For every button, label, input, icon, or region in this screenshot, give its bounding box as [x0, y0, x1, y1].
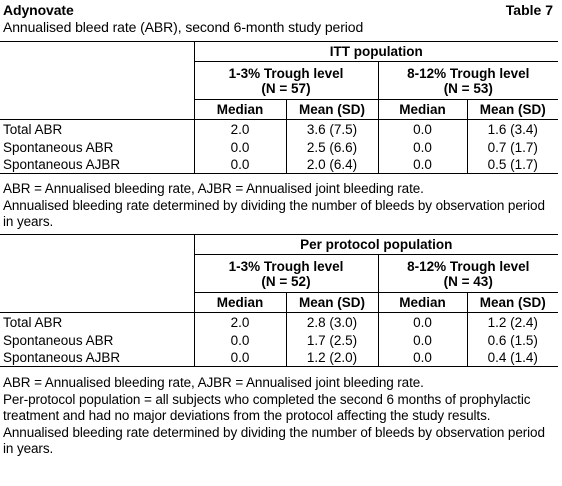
cell: 0.0 — [378, 349, 467, 367]
group-header — [378, 62, 558, 100]
group-n: (N = 57) — [261, 80, 311, 96]
empty-corner-cell — [0, 235, 194, 255]
cell: 1.2 (2.4) — [467, 313, 558, 332]
group-header-row — [0, 255, 558, 293]
document-subtitle: Annualised bleed rate (ABR), second 6-month study period — [3, 19, 364, 35]
itt-table — [0, 41, 558, 174]
footnote: Annualised bleeding rate determined by dividing the number of bleeds by observation period in years. — [3, 424, 545, 456]
footnote: ABR = Annualised bleeding rate, AJBR = Annualised joint bleeding rate. — [3, 375, 424, 390]
population-header: ITT population — [194, 42, 558, 62]
cell: 0.0 — [378, 156, 467, 174]
group-n: (N = 52) — [261, 273, 311, 289]
column-header-row — [0, 293, 558, 313]
row-label: Spontaneous AJBR — [0, 156, 194, 174]
row-label: Spontaneous ABR — [3, 332, 114, 348]
group-name: 8-12% Trough level — [407, 258, 530, 274]
cell: 1.6 (3.4) — [467, 120, 558, 139]
cell: 2.5 (6.6) — [286, 139, 378, 156]
cell: 0.0 — [378, 332, 467, 349]
table-row — [0, 156, 558, 174]
group-header — [194, 255, 378, 293]
empty-cell — [0, 100, 194, 120]
population-header-row — [0, 235, 558, 255]
cell: 0.5 (1.7) — [467, 156, 558, 174]
empty-cell — [0, 293, 194, 313]
group-name: 1-3% Trough level — [228, 258, 344, 274]
cell: 2.0 — [194, 120, 286, 139]
row-label: Spontaneous ABR — [3, 139, 114, 155]
empty-cell — [0, 62, 194, 100]
cell: 0.7 (1.7) — [467, 139, 558, 156]
cell: 0.0 — [194, 332, 286, 349]
col-header-mean: Mean (SD) — [286, 100, 378, 120]
row-label: Total ABR — [3, 314, 63, 330]
table-number: Table 7 — [505, 2, 553, 18]
cell: 0.0 — [194, 349, 286, 367]
column-header-row — [0, 100, 558, 120]
footnote: Per-protocol population = all subjects who completed the second 6 months of prophylactic treatment and had no major deviations from the protocol affecting the study results. — [3, 391, 531, 423]
footnote: Annualised bleeding rate determined by dividing the number of bleeds by observation period in years. — [3, 197, 545, 229]
col-header-median: Median — [194, 100, 286, 120]
col-header-mean: Mean (SD) — [467, 100, 558, 120]
row-label: Spontaneous AJBR — [0, 349, 194, 367]
footnote: ABR = Annualised bleeding rate, AJBR = Annualised joint bleeding rate. — [3, 181, 424, 196]
table-row — [0, 349, 558, 367]
table-row — [0, 313, 558, 332]
group-n: (N = 53) — [443, 80, 493, 96]
col-header-mean: Mean (SD) — [467, 293, 558, 313]
cell: 0.6 (1.5) — [467, 332, 558, 349]
empty-cell — [0, 255, 194, 293]
col-header-median: Median — [194, 293, 286, 313]
cell: 1.2 (2.0) — [286, 349, 378, 367]
col-header-median: Median — [378, 100, 467, 120]
table-row — [0, 120, 558, 139]
cell: 2.8 (3.0) — [286, 313, 378, 332]
cell: 0.4 (1.4) — [467, 349, 558, 367]
table-row — [0, 139, 558, 156]
document-title: Adynovate — [3, 2, 74, 18]
cell: 2.0 — [194, 313, 286, 332]
cell: 3.6 (7.5) — [286, 120, 378, 139]
per-protocol-table — [0, 234, 558, 367]
document-header — [3, 2, 559, 18]
cell: 0.0 — [194, 156, 286, 174]
cell: 0.0 — [194, 139, 286, 156]
itt-notes — [3, 181, 555, 231]
group-header — [378, 255, 558, 293]
group-header-row — [0, 62, 558, 100]
group-name: 1-3% Trough level — [228, 65, 344, 81]
cell: 0.0 — [378, 120, 467, 139]
cell: 0.0 — [378, 139, 467, 156]
cell: 1.7 (2.5) — [286, 332, 378, 349]
group-header — [194, 62, 378, 100]
empty-corner-cell — [0, 42, 194, 62]
population-header-row — [0, 42, 558, 62]
row-label: Total ABR — [3, 121, 63, 137]
col-header-median: Median — [378, 293, 467, 313]
col-header-mean: Mean (SD) — [286, 293, 378, 313]
cell: 2.0 (6.4) — [286, 156, 378, 174]
group-n: (N = 43) — [443, 273, 493, 289]
population-header: Per protocol population — [194, 235, 558, 255]
cell: 0.0 — [378, 313, 467, 332]
per-protocol-notes — [3, 375, 555, 458]
table-row — [0, 332, 558, 349]
group-name: 8-12% Trough level — [407, 65, 530, 81]
